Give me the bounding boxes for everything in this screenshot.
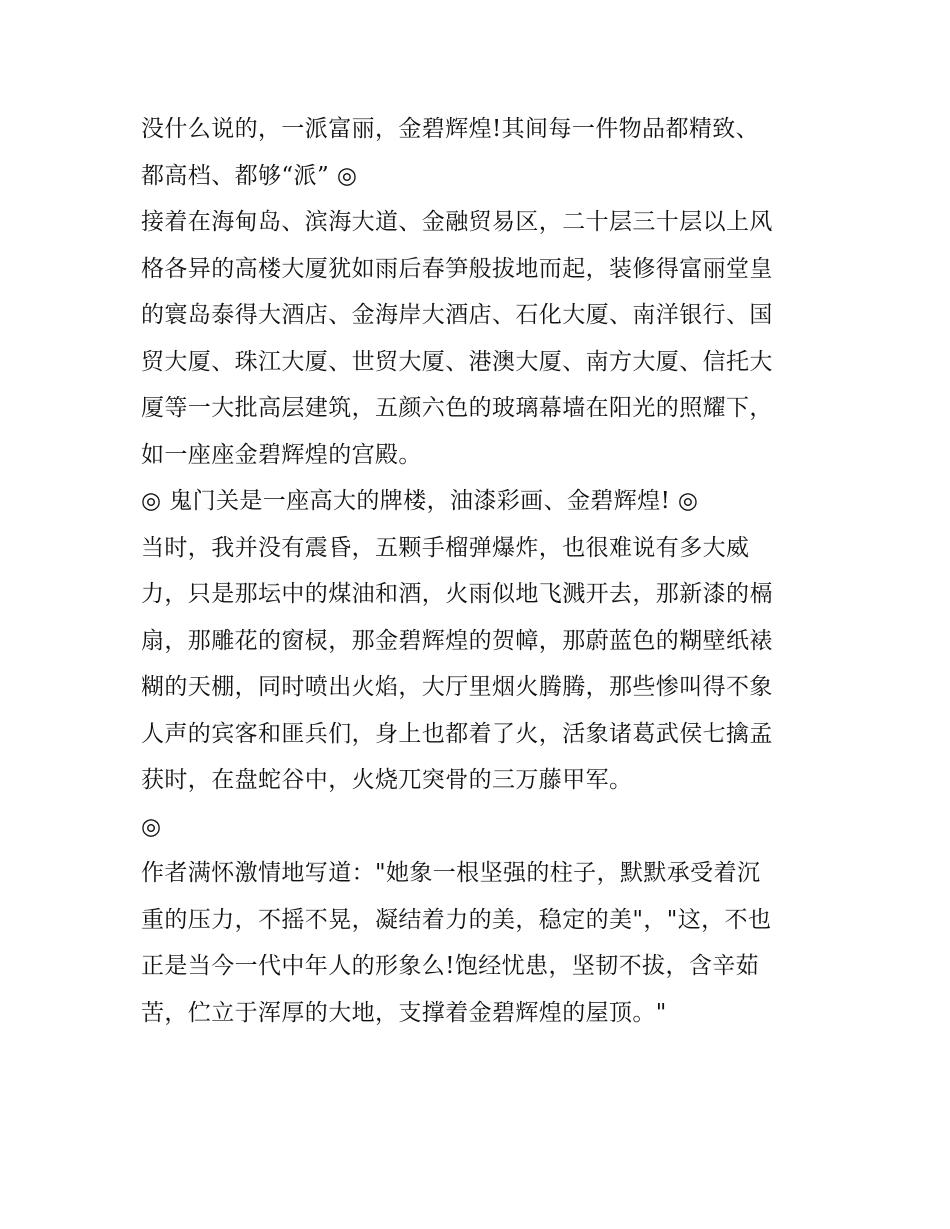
text-line: 的寰岛泰得大酒店、金海岸大酒店、石化大厦、南洋银行、国 xyxy=(141,302,773,328)
text-line: 接着在海甸岛、滨海大道、金融贸易区，二十层三十层以上风 xyxy=(141,209,773,235)
text-line: 厦等一大批高层建筑，五颜六色的玻璃幕墙在阳光的照耀下， xyxy=(141,395,773,421)
document-body xyxy=(141,106,821,1036)
text-line: ◎ 鬼门关是一座高大的牌楼，油漆彩画、金碧辉煌! ◎ xyxy=(141,488,699,514)
text-line: 糊的天棚，同时喷出火焰，大厅里烟火腾腾，那些惨叫得不象 xyxy=(141,674,773,700)
text-line: 当时，我并没有震昏，五颗手榴弹爆炸，也很难说有多大威 xyxy=(141,534,750,561)
text-line: ◎ xyxy=(141,813,162,840)
text-line: 作者满怀激情地写道："她象一根坚强的柱子，默默承受着沉 xyxy=(141,860,761,886)
text-line: 人声的宾客和匪兵们，身上也都着了火，活象诸葛武侯七擒孟 xyxy=(141,720,773,747)
text-line: 格各异的高楼大厦犹如雨后春笋般拔地而起，装修得富丽堂皇 xyxy=(141,255,773,282)
text-line: 获时，在盘蛇谷中，火烧兀突骨的三万藤甲军。 xyxy=(141,767,633,793)
text-line: 重的压力，不摇不晃，凝结着力的美，稳定的美"，"这，不也 xyxy=(141,906,772,933)
text-line: 扇，那雕花的窗棂，那金碧辉煌的贺幛，那蔚蓝色的糊壁纸裱 xyxy=(141,627,773,654)
text-line: 正是当今一代中年人的形象么!饱经忧患，坚韧不拔，含辛茹 xyxy=(141,953,760,979)
text-line: 贸大厦、珠江大厦、世贸大厦、港澳大厦、南方大厦、信托大 xyxy=(141,348,773,375)
text-line: 没什么说的，一派富丽，金碧辉煌!其间每一件物品都精致、 xyxy=(141,116,760,142)
text-line: 苦，伫立于浑厚的大地，支撑着金碧辉煌的屋顶。" xyxy=(141,999,667,1026)
text-line: 力，只是那坛中的煤油和酒，火雨似地飞溅开去，那新漆的槅 xyxy=(141,581,773,607)
text-line: 都高档、都够“派” ◎ xyxy=(141,162,358,189)
text-line: 如一座座金碧辉煌的宫殿。 xyxy=(141,441,422,468)
